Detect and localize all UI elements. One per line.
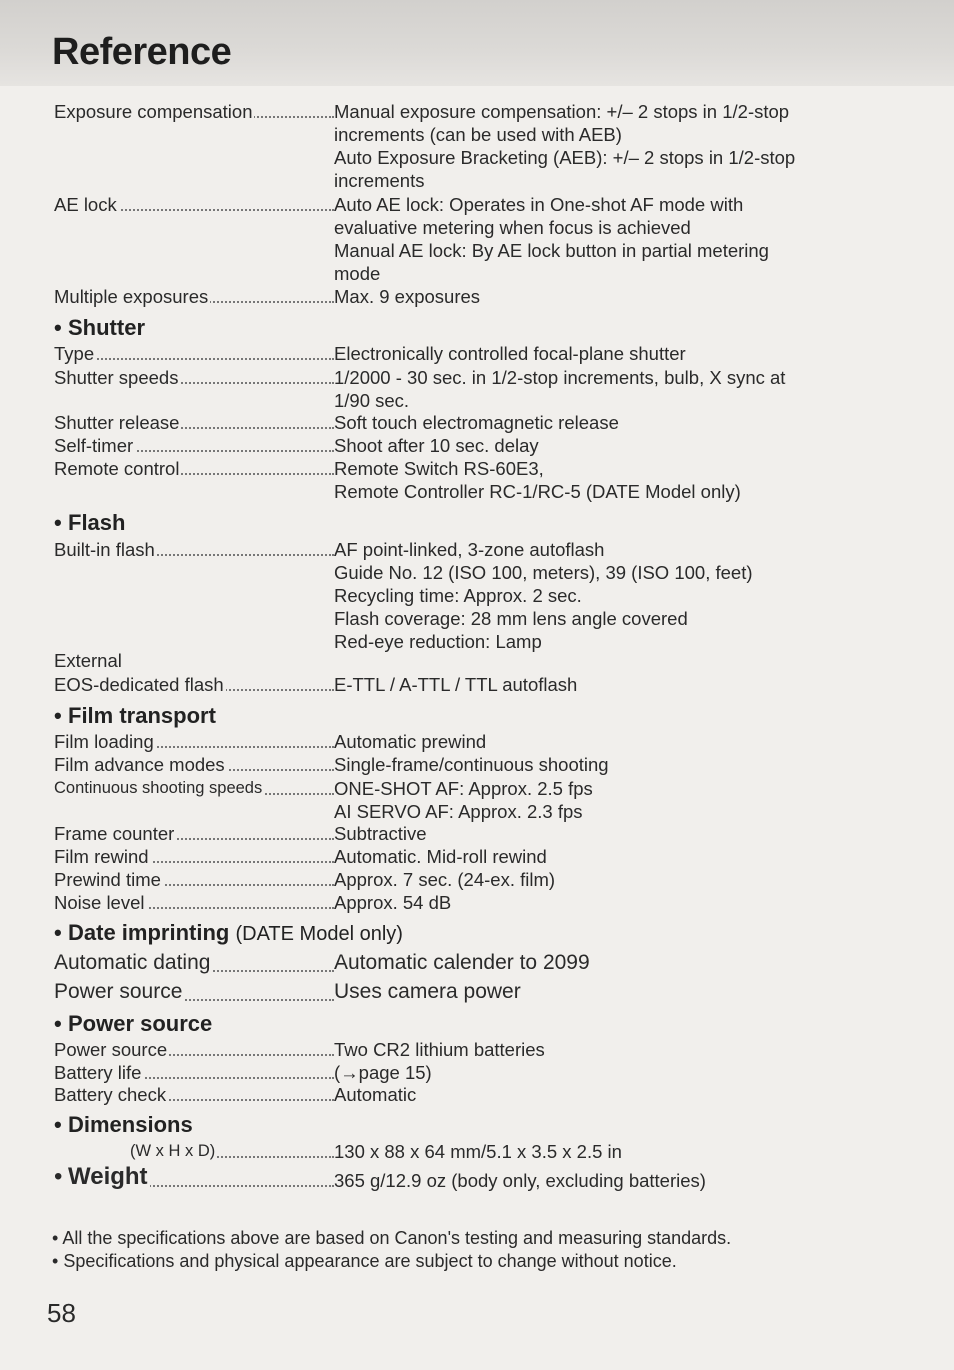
spec-value: Automatic — [334, 1084, 417, 1105]
spec-label: Film rewind — [54, 846, 149, 867]
spec-value: Manual AE lock: By AE lock button in partial metering — [334, 240, 769, 261]
spec-value: Manual exposure compensation: +/– 2 stops in 1/2-stop — [334, 101, 790, 122]
spec-label: Automatic dating — [54, 951, 211, 974]
spec-value: Auto AE lock: Operates in One-shot AF mode with — [334, 194, 744, 215]
section-heading-dimensions: • Dimensions — [54, 1112, 193, 1137]
spec-label: Power source — [54, 1039, 168, 1060]
spec-value: Automatic calender to 2099 — [334, 951, 590, 974]
spec-label: Shutter speeds — [54, 367, 179, 388]
spec-label: (W x H x D) — [54, 1142, 217, 1160]
spec-value: 1/2000 - 30 sec. in 1/2-stop increments, bulb, X sync at — [334, 367, 786, 388]
spec-value: E-TTL / A-TTL / TTL autoflash — [334, 674, 578, 695]
footnotes — [52, 1227, 731, 1273]
spec-value: 130 x 88 x 64 mm/5.1 x 3.5 x 2.5 in — [334, 1141, 622, 1162]
spec-label: EOS-dedicated flash — [54, 674, 224, 695]
spec-label: Power source — [54, 980, 183, 1003]
spec-value: Remote Controller RC-1/RC-5 (DATE Model only) — [334, 481, 741, 502]
spec-value: Uses camera power — [334, 980, 521, 1003]
spec-value: AI SERVO AF: Approx. 2.3 fps — [334, 801, 583, 822]
spec-value: Recycling time: Approx. 2 sec. — [334, 585, 582, 606]
spec-value: Max. 9 exposures — [334, 286, 481, 307]
section-heading-flash: • Flash — [54, 510, 126, 535]
spec-value: increments (can be used with AEB) — [334, 124, 622, 145]
section-heading-weight: • Weight — [54, 1165, 148, 1190]
spec-label: Battery life — [54, 1062, 142, 1083]
spec-value: Approx. 7 sec. (24-ex. film) — [334, 869, 556, 890]
spec-value: Flash coverage: 28 mm lens angle covered — [334, 608, 688, 629]
spec-value: Single-frame/continuous shooting — [334, 754, 609, 775]
date-model-note: (DATE Model only) — [235, 923, 403, 945]
spec-label: Built-in flash — [54, 539, 155, 560]
page-title: Reference — [52, 31, 232, 73]
spec-label: Film loading — [54, 731, 154, 752]
spec-label: Multiple exposures — [54, 286, 209, 307]
spec-value: Two CR2 lithium batteries — [334, 1039, 545, 1060]
spec-label: Self-timer — [54, 435, 134, 456]
spec-value: increments — [334, 170, 425, 191]
spec-value: Automatic prewind — [334, 731, 487, 752]
section-heading-shutter: • Shutter — [54, 315, 145, 340]
spec-label: Film advance modes — [54, 754, 225, 775]
spec-value: Soft touch electromagnetic release — [334, 412, 619, 433]
spec-value: evaluative metering when focus is achieved — [334, 217, 691, 238]
spec-label-external: External — [54, 650, 122, 671]
page-number: 58 — [47, 1298, 76, 1328]
spec-value: ONE-SHOT AF: Approx. 2.5 fps — [334, 778, 593, 799]
spec-value: (→page 15) — [334, 1062, 432, 1083]
spec-label: Frame counter — [54, 823, 175, 844]
spec-label: AE lock — [54, 194, 117, 215]
spec-value: mode — [334, 263, 381, 284]
spec-label: Prewind time — [54, 869, 161, 890]
spec-value: 365 g/12.9 oz (body only, excluding batteries) — [334, 1170, 706, 1191]
section-heading-film-transport: • Film transport — [54, 703, 216, 728]
section-heading-date-imprinting: • Date imprinting (DATE Model only) — [54, 920, 403, 945]
spec-label: Remote control — [54, 458, 180, 479]
spec-value: Automatic. Mid-roll rewind — [334, 846, 547, 867]
spec-value: Shoot after 10 sec. delay — [334, 435, 539, 456]
spec-value: Remote Switch RS-60E3, — [334, 458, 544, 479]
spec-label: Type — [54, 343, 95, 364]
spec-label: Exposure compensation — [54, 101, 253, 122]
spec-value: Approx. 54 dB — [334, 892, 452, 913]
spec-value: Auto Exposure Bracketing (AEB): +/– 2 stops in 1/2-stop — [334, 147, 796, 168]
spec-label: Noise level — [54, 892, 145, 913]
section-heading-power-source: • Power source — [54, 1011, 213, 1036]
spec-value: Subtractive — [334, 823, 427, 844]
spec-label: Shutter release — [54, 412, 180, 433]
spec-value: AF point-linked, 3-zone autoflash — [334, 539, 605, 560]
footnote: • All the specifications above are based on Canon's testing and measuring standards. — [52, 1228, 732, 1248]
spec-label: Continuous shooting speeds — [54, 779, 263, 797]
spec-value: Electronically controlled focal-plane shutter — [334, 343, 686, 364]
spec-value: 1/90 sec. — [334, 390, 410, 411]
footnote: • Specifications and physical appearance are subject to change without notice. — [52, 1251, 677, 1271]
spec-value: Guide No. 12 (ISO 100, meters), 39 (ISO 100, feet) — [334, 562, 753, 583]
spec-label: Battery check — [54, 1084, 167, 1105]
spec-value: Red-eye reduction: Lamp — [334, 631, 542, 652]
